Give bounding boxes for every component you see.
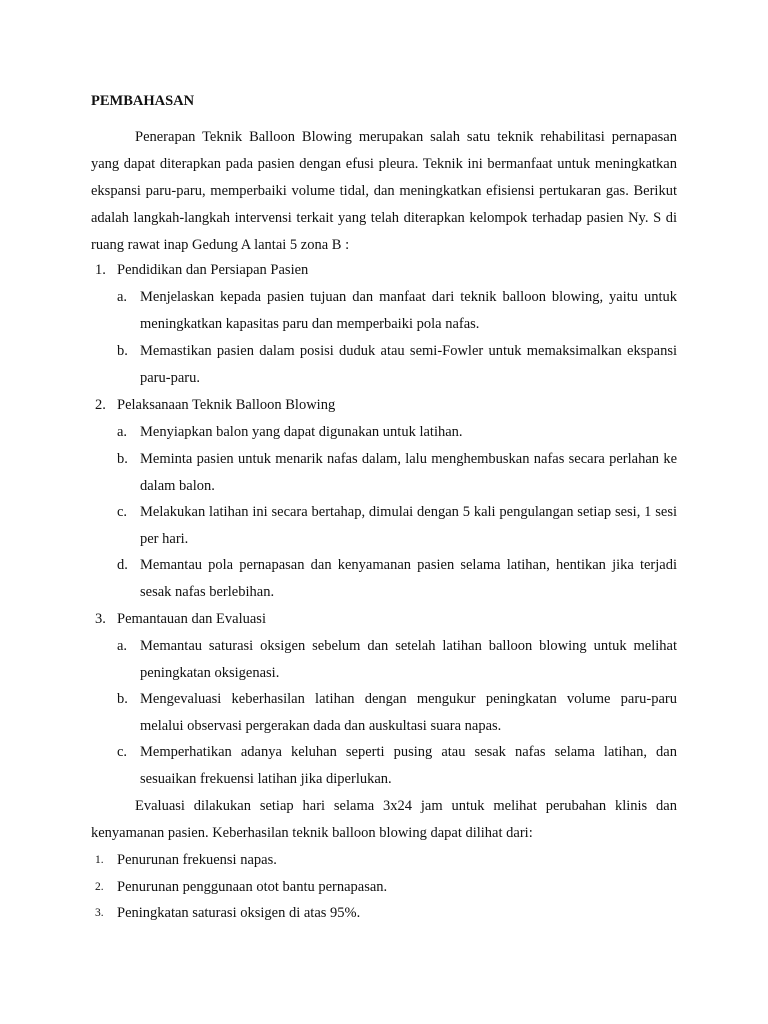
evaluation-paragraph (91, 793, 677, 847)
step-1-item-a (117, 284, 677, 338)
item-letter: c. (117, 504, 128, 520)
step-2-item-b (117, 446, 677, 500)
outcome-text: Peningkatan saturasi oksigen di atas 95%. (117, 905, 361, 921)
item-letter: d. (117, 557, 128, 573)
step-number: 3. (95, 611, 106, 627)
outcome-text: Penurunan penggunaan otot bantu pernapasan. (117, 879, 388, 895)
step-number: 2. (95, 397, 106, 413)
item-text: Memantau pola pernapasan dan kenyamanan pasien selama latihan, hentikan jika terjadi sesak nafas berlebihan. (140, 557, 677, 600)
step-2-item-c (117, 499, 677, 553)
evaluation-text: Evaluasi dilakukan setiap hari selama 3x24 jam untuk melihat perubahan klinis dan kenyamanan pasien. Keberhasilan teknik balloon blowing dapat dilihat dari: (91, 798, 677, 841)
outcome-number: 3. (95, 907, 104, 919)
item-text: Meminta pasien untuk menarik nafas dalam, lalu menghembuskan nafas secara perlahan ke dalam balon. (140, 451, 677, 494)
intro-text: Penerapan Teknik Balloon Blowing merupakan salah satu teknik rehabilitasi pernapasan yang dapat diterapkan pada pasien dengan efusi pleura. Teknik ini bermanfaat untuk meningkatkan ekspansi paru-paru, memperbaiki volume tidal, dan meningkatkan efisiensi pertukaran gas. Berikut adalah langkah-langkah intervensi terkait yang telah diterapkan kelompok terhadap pasien Ny. S di ruang rawat inap Gedung A lantai 5 zona B : (91, 129, 677, 253)
item-text: Memastikan pasien dalam posisi duduk atau semi-Fowler untuk memaksimalkan ekspansi paru-paru. (140, 343, 677, 386)
item-letter: a. (117, 289, 128, 305)
section-heading: PEMBAHASAN (91, 93, 195, 109)
step-2-item-a (117, 419, 677, 446)
step-title: Pelaksanaan Teknik Balloon Blowing (117, 397, 336, 413)
item-text: Mengevaluasi keberhasilan latihan dengan mengukur peningkatan volume paru-paru melalui observasi pergerakan dada dan auskultasi suara napas. (140, 691, 677, 734)
item-text: Memantau saturasi oksigen sebelum dan setelah latihan balloon blowing untuk melihat peningkatan oksigenasi. (140, 638, 677, 681)
step-3-item-c (117, 739, 677, 793)
step-title: Pemantauan dan Evaluasi (117, 611, 266, 627)
outcome-number: 1. (95, 854, 104, 866)
step-3-item-b (117, 686, 677, 740)
intro-paragraph (91, 124, 677, 259)
item-text: Melakukan latihan ini secara bertahap, dimulai dengan 5 kali pengulangan setiap sesi, 1 sesi per hari. (140, 504, 677, 547)
item-letter: c. (117, 744, 128, 760)
item-letter: b. (117, 691, 128, 707)
item-text: Memperhatikan adanya keluhan seperti pusing atau sesak nafas selama latihan, dan sesuaikan frekuensi latihan jika diperlukan. (140, 744, 677, 787)
step-2-item-d (117, 552, 677, 606)
item-text: Menyiapkan balon yang dapat digunakan untuk latihan. (140, 424, 463, 440)
step-3-item-a (117, 633, 677, 687)
item-text: Menjelaskan kepada pasien tujuan dan manfaat dari teknik balloon blowing, yaitu untuk meningkatkan kapasitas paru dan memperbaiki pola nafas. (140, 289, 677, 332)
item-letter: b. (117, 451, 128, 467)
outcome-number: 2. (95, 881, 104, 893)
item-letter: a. (117, 424, 128, 440)
item-letter: a. (117, 638, 128, 654)
step-1-item-b (117, 338, 677, 392)
step-number: 1. (95, 262, 106, 278)
item-letter: b. (117, 343, 128, 359)
step-title: Pendidikan dan Persiapan Pasien (117, 262, 309, 278)
outcome-text: Penurunan frekuensi napas. (117, 852, 277, 868)
